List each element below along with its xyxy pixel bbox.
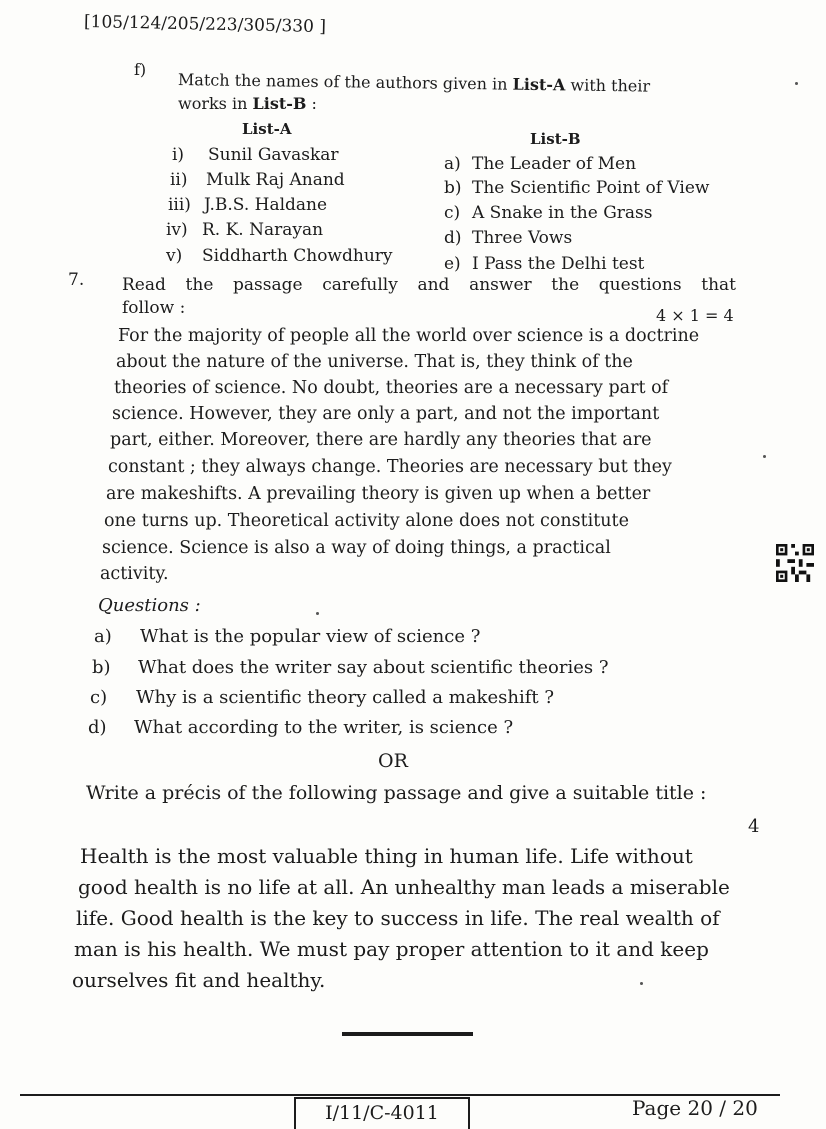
instruction-text: with their: [570, 75, 651, 96]
or-separator: OR: [378, 750, 408, 772]
question-text: What is the popular view of science ?: [140, 626, 481, 647]
list-a-item-num: iii): [168, 195, 191, 215]
question-letter: a): [94, 626, 112, 647]
questions-label: Questions :: [98, 595, 201, 616]
list-b-item-text: A Snake in the Grass: [472, 203, 653, 223]
list-a-item-text: R. K. Narayan: [202, 220, 324, 240]
qr-code-icon: [776, 544, 814, 582]
question-text: What according to the writer, is science ?: [134, 717, 514, 738]
list-a-item-num: iv): [166, 220, 188, 240]
question-text: Why is a scientific theory called a makeshift ?: [136, 687, 554, 708]
precis-instruction: Write a précis of the following passage and give a suitable title :: [86, 782, 707, 804]
list-b-item: [444, 228, 572, 248]
list-a-item-num: v): [166, 246, 183, 266]
question-text: What does the writer say about scientific theories ?: [138, 657, 609, 678]
list-b-item-text: Three Vows: [472, 228, 573, 248]
list-a-item: [168, 195, 327, 215]
list-a-item: [166, 246, 393, 266]
passage-line: For the majority of people all the world over science is a doctrine: [118, 326, 700, 346]
list-a-item-num: i): [172, 145, 185, 165]
list-b-item-num: b): [444, 178, 462, 198]
precis-passage-line: man is his health. We must pay proper attention to it and keep: [74, 937, 709, 961]
precis-marks: 4: [748, 816, 760, 837]
question-7-instruction: Read the passage carefully and answer the questions that: [122, 275, 736, 295]
question-item: [90, 687, 554, 708]
list-b-item: [444, 203, 653, 223]
precis-passage-line: good health is no life at all. An unhealthy man leads a miserable: [78, 875, 730, 899]
question-item: [92, 657, 609, 678]
footer-code: I/11/C-4011: [294, 1097, 470, 1129]
instruction-text: Match the names of the authors given in: [177, 70, 508, 94]
list-b-item-text: The Leader of Men: [472, 154, 637, 174]
list-b-item-num: e): [444, 254, 461, 274]
question-item: [94, 626, 480, 647]
scan-speck: [795, 82, 798, 85]
question-7-number: 7.: [68, 270, 85, 290]
list-b-item: [444, 254, 644, 274]
scan-speck: [316, 612, 319, 615]
question-letter: c): [90, 687, 108, 708]
question-7-marks: 4 × 1 = 4: [656, 306, 734, 325]
scan-speck: [763, 455, 766, 458]
question-f-instruction-line2: [178, 94, 317, 113]
passage-line: theories of science. No doubt, theories are a necessary part of: [114, 378, 669, 398]
question-letter: d): [88, 717, 107, 738]
list-b-item-num: c): [444, 203, 461, 223]
scan-speck: [640, 982, 643, 985]
list-a-item-num: ii): [170, 170, 188, 190]
list-b-item-num: a): [444, 154, 461, 174]
list-b-item-text: The Scientific Point of View: [472, 178, 710, 198]
list-a-item: [172, 145, 339, 165]
passage-line: part, either. Moreover, there are hardly any theories that are: [110, 430, 652, 450]
passage-line: constant ; they always change. Theories are necessary but they: [108, 457, 672, 477]
passage-line: about the nature of the universe. That is, they think of the: [116, 352, 633, 372]
list-b-title: List-B: [530, 130, 581, 148]
section-end-rule: [342, 1032, 473, 1036]
question-item: [88, 717, 513, 738]
list-b-item: [444, 154, 636, 174]
list-a-item: [166, 220, 323, 240]
list-a-title: List-A: [242, 120, 292, 138]
instruction-text: :: [311, 94, 317, 113]
passage-line: science. Science is also a way of doing things, a practical: [102, 538, 611, 558]
list-a-item-text: Mulk Raj Anand: [206, 170, 345, 190]
question-7-instruction-cont: follow :: [122, 298, 186, 318]
list-b-item-text: I Pass the Delhi test: [472, 254, 645, 274]
passage-line: one turns up. Theoretical activity alone does not constitute: [104, 511, 629, 531]
precis-passage-line: ourselves fit and healthy.: [72, 968, 326, 992]
paper-code: [105/124/205/223/305/330 ]: [83, 12, 327, 38]
list-b-reference: List-B: [252, 94, 307, 113]
instruction-text: works in: [178, 94, 248, 113]
precis-passage-line: Health is the most valuable thing in human life. Life without: [80, 844, 693, 868]
list-a-item-text: Sunil Gavaskar: [208, 145, 339, 165]
list-a-item-text: J.B.S. Haldane: [204, 195, 328, 215]
passage-line: science. However, they are only a part, and not the important: [112, 404, 660, 424]
passage-line: are makeshifts. A prevailing theory is given up when a better: [106, 484, 651, 504]
list-a-item-text: Siddharth Chowdhury: [202, 246, 393, 266]
passage-line: activity.: [100, 564, 169, 584]
page-number: Page 20 / 20: [632, 1096, 758, 1120]
list-a-reference: List-A: [512, 74, 566, 95]
list-b-item: [444, 178, 709, 198]
question-f-number: f): [134, 60, 147, 79]
list-a-item: [170, 170, 345, 190]
list-b-item-num: d): [444, 228, 462, 248]
precis-passage-line: life. Good health is the key to success in life. The real wealth of: [76, 906, 720, 930]
question-letter: b): [92, 657, 111, 678]
question-f-instruction-line1: [178, 70, 650, 96]
